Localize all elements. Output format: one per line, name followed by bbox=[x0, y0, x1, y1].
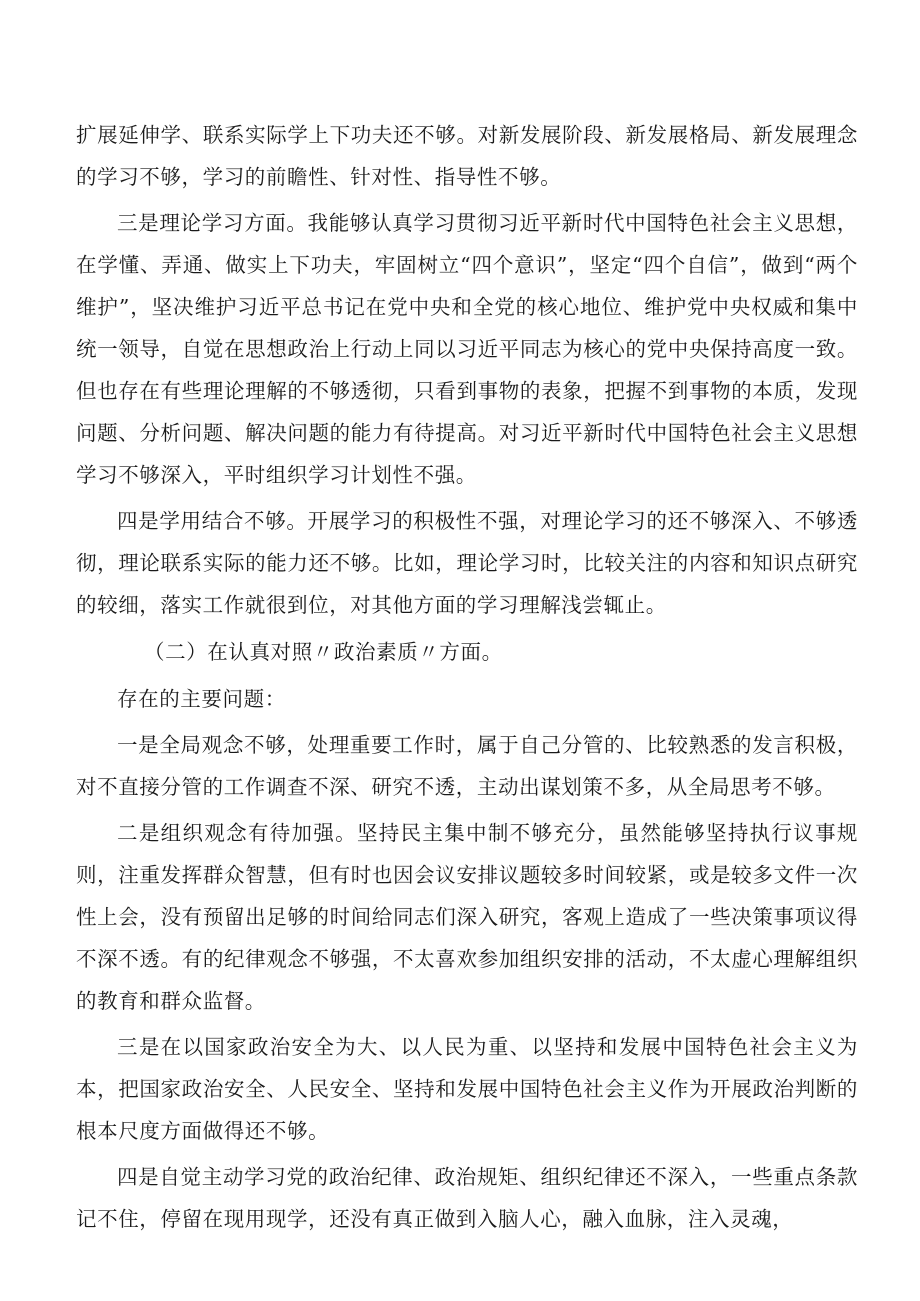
paragraph-continuation: 扩展延伸学、联系实际学上下功夫还不够。对新发展阶段、新发展格局、新发展理念的学习不够，学习的前瞻性、针对性、指导性不够。 bbox=[76, 123, 858, 189]
paragraph-theory-study: 三是理论学习方面。我能够认真学习贯彻习近平新时代中国特色社会主义思想，在学懂、弄通、做实上下功夫，牢固树立“四个意识”，坚定“四个自信”，做到“两个维护”，坚决维护习近平总书记在党中央和全党的核心地位、维护党中央权威和集中统一领导，自觉在思想政治上行动上同以习近平同志为核心的党中央保持高度一致。但也存在有些理论理解的不够透彻，只看到事物的表象，把握不到事物的本质，发现问题、分析问题、解决问题的能力有待提高。对习近平新时代中国特色社会主义思想学习不够深入，平时组织学习计划性不强。 bbox=[76, 211, 858, 487]
paragraph-main-problems-label: 存在的主要问题： bbox=[117, 687, 286, 711]
paragraph-overall-view: 一是全局观念不够，处理重要工作时，属于自己分管的、比较熟悉的发言积极，对不直接分管的工作调查不深、研究不透，主动出谋划策不多，从全局思考不够。 bbox=[76, 733, 858, 799]
section-heading-political-quality: （二）在认真对照〃政治素质〃方面。 bbox=[144, 640, 503, 664]
paragraph-political-security: 三是在以国家政治安全为大、以人民为重、以坚持和发展中国特色社会主义为本，把国家政治安全、人民安全、坚持和发展中国特色社会主义作为开展政治判断的根本尺度方面做得还不够。 bbox=[76, 1035, 858, 1143]
document-body bbox=[76, 114, 858, 1240]
paragraph-organization-view: 二是组织观念有待加强。坚持民主集中制不够充分，虽然能够坚持执行议事规则，注重发挥群众智慧，但有时也因会议安排议题较多时间较紧，或是较多文件一次性上会，没有预留出足够的时间给同志们深入研究，客观上造成了一些决策事项议得不深不透。有的纪律观念不够强，不太喜欢参加组织安排的活动，不太虚心理解组织的教育和群众监督。 bbox=[76, 821, 858, 1013]
paragraph-study-application: 四是学用结合不够。开展学习的积极性不强，对理论学习的还不够深入、不够透彻，理论联系实际的能力还不够。比如，理论学习时，比较关注的内容和知识点研究的较细，落实工作就很到位，对其他方面的学习理解浅尝辄止。 bbox=[76, 509, 858, 617]
paragraph-discipline-study: 四是自觉主动学习党的政治纪律、政治规矩、组织纪律还不深入，一些重点条款记不住，停留在现用现学，还没有真正做到入脑人心，融入血脉，注入灵魂， bbox=[76, 1165, 858, 1231]
